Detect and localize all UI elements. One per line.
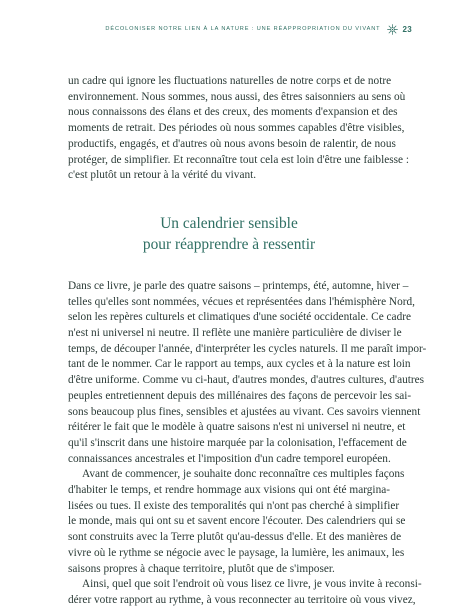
- text-line: d'habiter le temps, et rendre hommage aux visions qui ont été margina-: [68, 484, 390, 497]
- text-line: tant de le nommer. Car le rapport au temps, aux cycles et à la nature est loin: [68, 358, 411, 371]
- text-line: sons beaucoup plus fines, sensibles et ajustées au vivant. Ces savoirs viennent: [68, 405, 421, 418]
- text-line: connaissances ancestrales et l'imposition d'un cadre temporel européen.: [68, 452, 391, 465]
- text-line: temps, de découper l'année, d'interpréter les cycles naturels. Il me paraît impor-: [68, 342, 427, 355]
- text-line: qu'il s'inscrit dans une histoire marquée par la colonisation, l'effacement de: [68, 436, 407, 449]
- body-paragraph-1: [68, 279, 427, 467]
- text-line: protéger, de simplifier. Et reconnaître tout cela est loin d'être une faiblesse :: [68, 153, 409, 166]
- text-line: Dans ce livre, je parle des quatre saisons – printemps, été, automne, hiver –: [68, 279, 409, 292]
- text-line: vivre où le rythme se négocie avec le paysage, la lumière, les animaux, les: [68, 546, 405, 559]
- text-line: telles qu'elles sont nommées, vécues et représentées dans l'hémisphère Nord,: [68, 295, 415, 308]
- text-line: environnement. Nous sommes, nous aussi, des êtres saisonniers au sens où: [68, 90, 406, 103]
- section-heading-line-2: pour réapprendre à ressentir: [142, 235, 316, 253]
- text-line: sont construits avec la Terre plutôt qu'au-dessus d'elle. Et des manières de: [68, 531, 402, 544]
- text-line: n'est ni universel ni neutre. Il reflète une manière particulière de diviser le: [68, 327, 402, 340]
- running-title: DÉCOLONISER NOTRE LIEN À LA NATURE : UNE RÉAPPROPRIATION DU VIVANT: [105, 26, 381, 32]
- text-line: un cadre qui ignore les fluctuations naturelles de notre corps et de notre: [68, 75, 392, 87]
- page-body: [68, 74, 427, 609]
- text-line: lisées ou tues. Il existe des temporalités qui n'ont pas cherché à simplifier: [68, 499, 400, 512]
- text-line: selon les repères culturels et climatiques d'une société occidentale. Ce cadre: [68, 311, 411, 324]
- text-line: le monde, mais qui ont su et savent encore l'écouter. Des calendriers qui se: [68, 515, 406, 528]
- text-line: c'est plutôt un retour à la vérité du vivant.: [68, 169, 257, 182]
- text-line: productifs, engagés, et d'autres où nous avons besoin de ralentir, de nous: [68, 137, 396, 150]
- text-line: moments de retrait. Des périodes où nous sommes capables d'être visibles,: [68, 122, 405, 135]
- intro-paragraph: [68, 74, 409, 184]
- text-line: Ainsi, quel que soit l'endroit où vous lisez ce livre, je vous invite à reconsi-: [82, 578, 422, 591]
- sun-star-ornament-icon: [387, 24, 398, 35]
- text-line: dérer votre rapport au rythme, à vous reconnecter au territoire où vous vivez,: [68, 593, 416, 606]
- running-header: [60, 23, 412, 35]
- section-heading-line-1: Un calendrier sensible: [160, 214, 298, 232]
- text-line: peuples entretiennent depuis des millénaires des façons de percevoir les sai-: [68, 389, 412, 402]
- text-line: nous connaissons des élans et des creux, des moments d'expansion et des: [68, 106, 398, 119]
- text-line: réitérer le fait que le modèle à quatre saisons n'est ni universel ni neutre, et: [68, 421, 406, 434]
- body-paragraph-2: [68, 467, 406, 577]
- section-heading: [68, 213, 390, 255]
- text-line: Avant de commencer, je souhaite donc reconnaître ces multiples façons: [82, 468, 405, 481]
- page-number: 23: [402, 24, 412, 34]
- text-line: saisons propres à chaque territoire, plutôt que de s'imposer.: [68, 562, 335, 575]
- text-line: d'être uniforme. Comme vu ci-haut, d'autres mondes, d'autres cultures, d'autres: [68, 374, 425, 387]
- body-paragraph-3: [68, 577, 422, 608]
